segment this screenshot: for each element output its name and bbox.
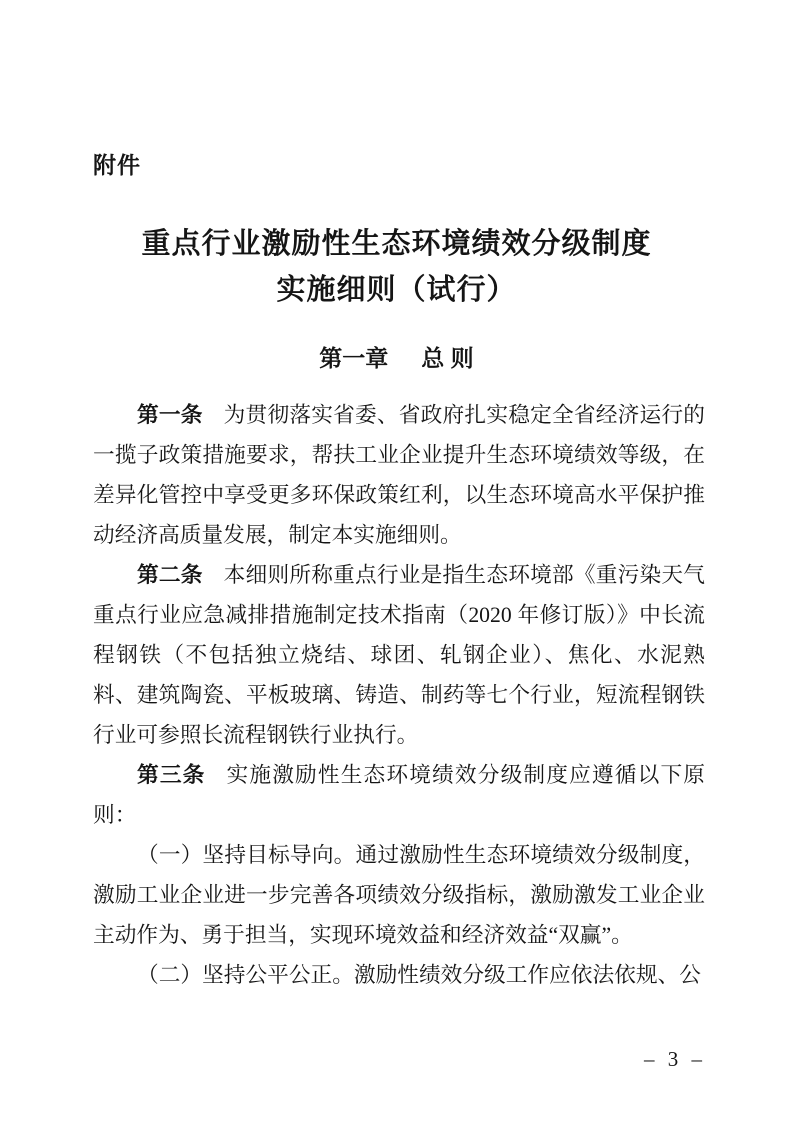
chapter-title: 总 则 — [421, 345, 474, 371]
article-2-paragraph — [93, 555, 705, 755]
article-1-number: 第一条 — [137, 402, 203, 427]
chapter-number: 第一章 — [319, 345, 389, 371]
article-3-paragraph — [93, 755, 705, 835]
article-3-text: 实施激励性生态环境绩效分级制度应遵循以下原则： — [93, 763, 705, 827]
document-title-line1: 重点行业激励性生态环境绩效分级制度 — [141, 228, 652, 260]
article-1-paragraph — [93, 395, 705, 555]
article-3-number: 第三条 — [137, 762, 206, 787]
document-body — [93, 395, 705, 995]
page-number: – 3 – — [644, 1047, 706, 1071]
article-2-text: 本细则所称重点行业是指生态环境部《重污染天气重点行业应急减排措施制定技术指南（2020 年修订版）》中长流程钢铁（不包括独立烧结、球团、轧钢企业）、焦化、水泥熟料、建筑陶瓷、平板玻璃、铸造、制药等七个行业，短流程钢铁行业可参照长流程钢铁行业执行。 — [93, 563, 705, 747]
article-2-number: 第二条 — [137, 562, 203, 587]
principle-2-text: （二）坚持公平公正。激励性绩效分级工作应依法依规、公 — [137, 963, 701, 987]
chapter-heading — [0, 340, 793, 373]
principle-1-paragraph — [93, 835, 705, 955]
attachment-label: 附件 — [93, 152, 141, 178]
article-1-text: 为贯彻落实省委、省政府扎实稳定全省经济运行的一揽子政策措施要求，帮扶工业企业提升生态环境绩效等级，在差异化管控中享受更多环保政策红利，以生态环境高水平保护推动经济高质量发展，制定本实施细则。 — [93, 403, 705, 547]
principle-1-text: （一）坚持目标导向。通过激励性生态环境绩效分级制度，激励工业企业进一步完善各项绩效分级指标，激励激发工业企业主动作为、勇于担当，实现环境效益和经济效益“双赢”。 — [93, 843, 705, 947]
document-title — [0, 221, 793, 313]
document-title-line2: 实施细则（试行） — [276, 274, 517, 306]
principle-2-paragraph — [93, 955, 705, 995]
